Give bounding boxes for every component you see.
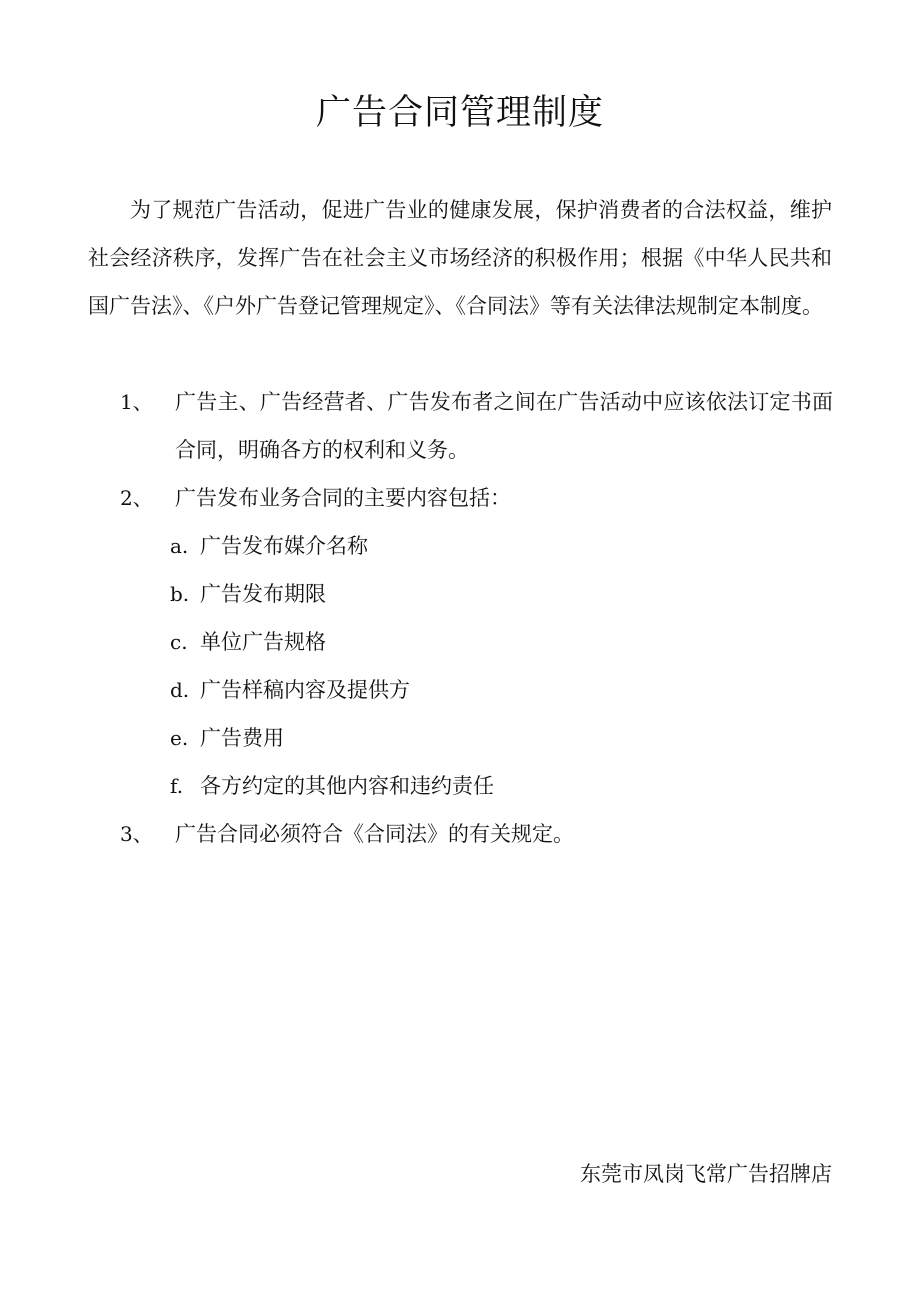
sub-item-d bbox=[0, 666, 920, 714]
intro-paragraph: 为了规范广告活动，促进广告业的健康发展，保护消费者的合法权益，维护社会经济秩序，发挥广告在社会主义市场经济的积极作用；根据《中华人民共和国广告法》、《户外广告登记管理规定》、《合同法》等有关法律法规制定本制度。 bbox=[88, 198, 832, 318]
sub-item-text: 广告费用 bbox=[200, 726, 284, 750]
sub-item-text: 广告样稿内容及提供方 bbox=[200, 678, 410, 702]
sub-item-f bbox=[0, 762, 920, 810]
item-number: 2、 bbox=[120, 486, 153, 510]
sub-item-letter: a. bbox=[170, 534, 189, 558]
sub-item-b bbox=[0, 570, 920, 618]
sub-item-letter: d. bbox=[170, 678, 190, 702]
item-text: 广告合同必须符合《合同法》的有关规定。 bbox=[175, 822, 574, 846]
sub-item-letter: e. bbox=[170, 726, 189, 750]
item-number: 3、 bbox=[120, 822, 153, 846]
sub-item-letter: b. bbox=[170, 582, 190, 606]
sub-item-text: 广告发布媒介名称 bbox=[200, 534, 368, 558]
sub-item-text: 各方约定的其他内容和违约责任 bbox=[200, 774, 494, 798]
item-number: 1、 bbox=[120, 390, 153, 414]
item-text: 广告主、广告经营者、广告发布者之间在广告活动中应该依法订定书面合同，明确各方的权利和义务。 bbox=[175, 390, 833, 462]
sub-item-a bbox=[0, 522, 920, 570]
sub-item-e bbox=[0, 714, 920, 762]
signature: 东莞市凤岗飞常广告招牌店 bbox=[580, 1162, 832, 1186]
sub-item-c bbox=[0, 618, 920, 666]
item-text: 广告发布业务合同的主要内容包括： bbox=[175, 486, 511, 510]
sub-item-letter: c. bbox=[170, 630, 188, 654]
sub-item-text: 广告发布期限 bbox=[200, 582, 326, 606]
sub-item-text: 单位广告规格 bbox=[200, 630, 326, 654]
document-title: 广告合同管理制度 bbox=[315, 93, 604, 133]
sub-item-letter: f. bbox=[170, 774, 184, 798]
